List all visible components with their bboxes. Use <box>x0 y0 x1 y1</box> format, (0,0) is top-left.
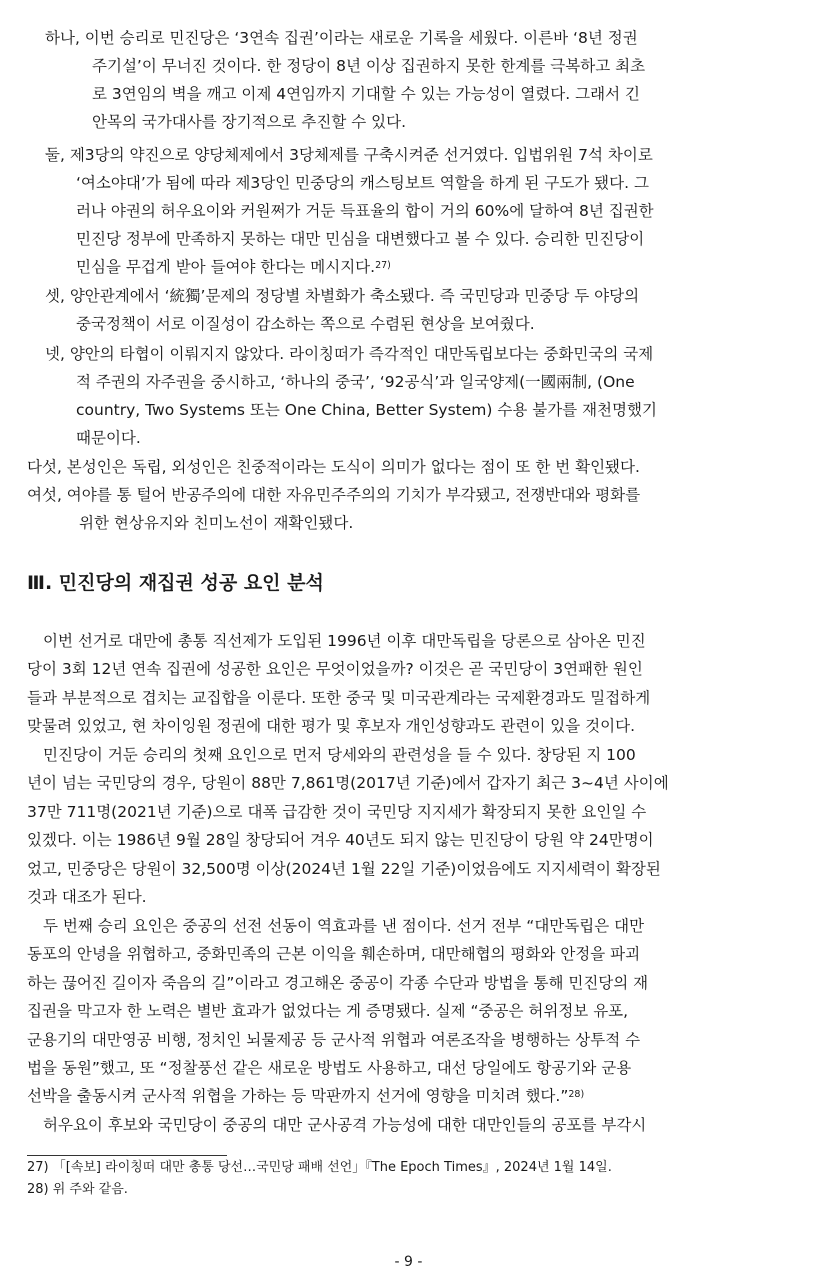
footnote-ref-28[interactable]: 28) <box>568 1089 585 1101</box>
text-line: 위한 현상유지와 친미노선이 재확인됐다. <box>79 514 354 532</box>
list-item-4 <box>45 340 657 452</box>
text-line: 두 번째 승리 요인은 중공의 선전 선동이 역효과를 낸 점이다. 선거 전부 “대만독립은 대만 <box>43 917 645 935</box>
text-line: 맞물려 있었고, 현 차이잉원 정권에 대한 평가 및 후보자 개인성향과도 관련이 있을 것이다. <box>27 717 636 736</box>
text-line: 들과 부분적으로 겹치는 교집합을 이룬다. 또한 중국 및 미국관계라는 국제환경과도 밀접하게 <box>27 688 651 707</box>
text-line: 허우요이 후보와 국민당이 중공의 대만 군사공격 가능성에 대한 대만인들의 공포를 부각시 <box>43 1116 647 1134</box>
text-line: 있겠다. 이는 1986년 9월 28일 창당되어 겨우 40년도 되지 않는 민진당이 당원 약 24만명이 <box>27 831 654 850</box>
text-line <box>45 253 654 281</box>
footnote-28: 28) 위 주와 같음. <box>27 1182 128 1197</box>
list-item-3 <box>45 282 639 338</box>
text-line: 안목의 국가대사를 장기적으로 추진할 수 있다. <box>92 113 407 131</box>
text-line: 법을 동원”했고, 또 “정찰풍선 같은 새로운 방법도 사용하고, 대선 당일에도 항공기와 군용 <box>27 1058 632 1077</box>
text-line: 여섯, 여야를 통 털어 반공주의에 대한 자유민주주의의 기치가 부각됐고, 전쟁반대와 평화를 <box>27 486 641 504</box>
text-line: 군용기의 대만영공 비행, 정치인 뇌물제공 등 군사적 위협과 여론조작을 병행하는 상투적 수 <box>27 1030 641 1049</box>
body-paragraph <box>27 1111 646 1139</box>
list-item-1 <box>45 24 645 136</box>
text-line-body: 선박을 출동시켜 군사적 위협을 가하는 등 막판까지 선거에 영향을 미치려 했다.” <box>27 1087 569 1106</box>
text-line: 로 3연임의 벽을 깨고 이제 4연임까지 기대할 수 있는 가능성이 열렸다. 그래서 긴 <box>92 85 640 103</box>
text-line: 하나, 이번 승리로 민진당은 ‘3연속 집권’이라는 새로운 기록을 세웠다. 이른바 ‘8년 정권 <box>45 29 638 47</box>
list-item-2 <box>45 141 654 281</box>
text-line: 때문이다. <box>76 429 141 447</box>
body-paragraph <box>27 912 648 1111</box>
body-paragraph <box>27 627 650 741</box>
text-line: 다섯, 본성인은 독립, 외성인은 친중적이라는 도식이 의미가 없다는 점이 또 한 번 확인됐다. <box>27 458 640 476</box>
text-line: 동포의 안녕을 위협하고, 중화민족의 근본 이익을 훼손하며, 대만해협의 평화와 안정을 파괴 <box>27 945 641 964</box>
text-line: country, Two Systems 또는 One China, Better System) 수용 불가를 재천명했기 <box>76 401 657 419</box>
text-line: 37만 711명(2021년 기준)으로 대폭 급감한 것이 국민당 지지세가 확장되지 못한 요인일 수 <box>27 802 647 821</box>
text-line-body: 민심을 무겁게 받아 들여야 한다는 메시지다. <box>76 258 376 276</box>
page-number: - 9 - <box>394 1254 423 1270</box>
text-line: 적 주권의 자주권을 중시하고, ‘하나의 중국’, ‘92공식’과 일국양제(一國兩制, (One <box>76 373 635 391</box>
text-line: 둘, 제3당의 약진으로 양당체제에서 3당체제를 구축시켜준 선거였다. 입법위원 7석 차이로 <box>45 146 653 164</box>
text-line: 당이 3회 12년 연속 집권에 성공한 요인은 무엇이었을까? 이것은 곧 국민당이 3연패한 원인 <box>27 660 643 679</box>
text-line: 민진당 정부에 만족하지 못하는 대만 민심을 대변했다고 볼 수 있다. 승리한 민진당이 <box>76 230 645 248</box>
text-line: 중국정책이 서로 이질성이 감소하는 쪽으로 수렴된 현상을 보여줬다. <box>76 315 535 333</box>
text-line: 러나 야권의 허우요이와 커원쩌가 거둔 득표율의 합이 거의 60%에 달하여 8년 집권한 <box>76 202 654 220</box>
section-heading: Ⅲ. 민진당의 재집권 성공 요인 분석 <box>27 572 324 594</box>
text-line: 하는 끊어진 길이자 죽음의 길”이라고 경고해온 중공이 각종 수단과 방법을 통해 민진당의 재 <box>27 973 649 992</box>
text-line: 주기설’이 무너진 것이다. 한 정당이 8년 이상 집권하지 못한 한계를 극복하고 최초 <box>92 57 646 75</box>
body-paragraph <box>27 741 669 911</box>
list-item-6 <box>27 481 640 537</box>
text-line: ‘여소야대’가 됨에 따라 제3당인 민중당의 캐스팅보트 역할을 하게 된 구도가 됐다. 그 <box>76 174 649 192</box>
text-line: 셋, 양안관계에서 ‘統獨’문제의 정당별 차별화가 축소됐다. 즉 국민당과 민중당 두 야당의 <box>45 287 640 305</box>
text-line: 넷, 양안의 타협이 이뤄지지 않았다. 라이칭떠가 즉각적인 대만독립보다는 중화민국의 국제 <box>45 345 654 363</box>
footnote-ref-27[interactable]: 27) <box>375 260 391 271</box>
footnote-divider <box>27 1155 227 1156</box>
text-line <box>27 1082 648 1110</box>
text-line: 것과 대조가 된다. <box>27 887 147 906</box>
text-line: 민진당이 거둔 승리의 첫째 요인으로 먼저 당세와의 관련성을 들 수 있다. 창당된 지 100 <box>43 746 636 764</box>
list-item-5 <box>27 453 640 481</box>
footnote-27: 27) 「[속보] 라이칭떠 대만 총통 당선…국민당 패배 선언」『The Epoch Times』, 2024년 1월 14일. <box>27 1160 612 1175</box>
text-line: 년이 넘는 국민당의 경우, 당원이 88만 7,861명(2017년 기준)에서 갑자기 최근 3~4년 사이에 <box>27 774 669 793</box>
text-line: 이번 선거로 대만에 총통 직선제가 도입된 1996년 이후 대만독립을 당론으로 삼아온 민진 <box>43 632 646 650</box>
text-line: 었고, 민중당은 당원이 32,500명 이상(2024년 1월 22일 기준)이었음에도 지지세력이 확장된 <box>27 859 661 878</box>
text-line: 집권을 막고자 한 노력은 별반 효과가 없었다는 게 증명됐다. 실제 “중공은 허위정보 유포, <box>27 1002 629 1021</box>
